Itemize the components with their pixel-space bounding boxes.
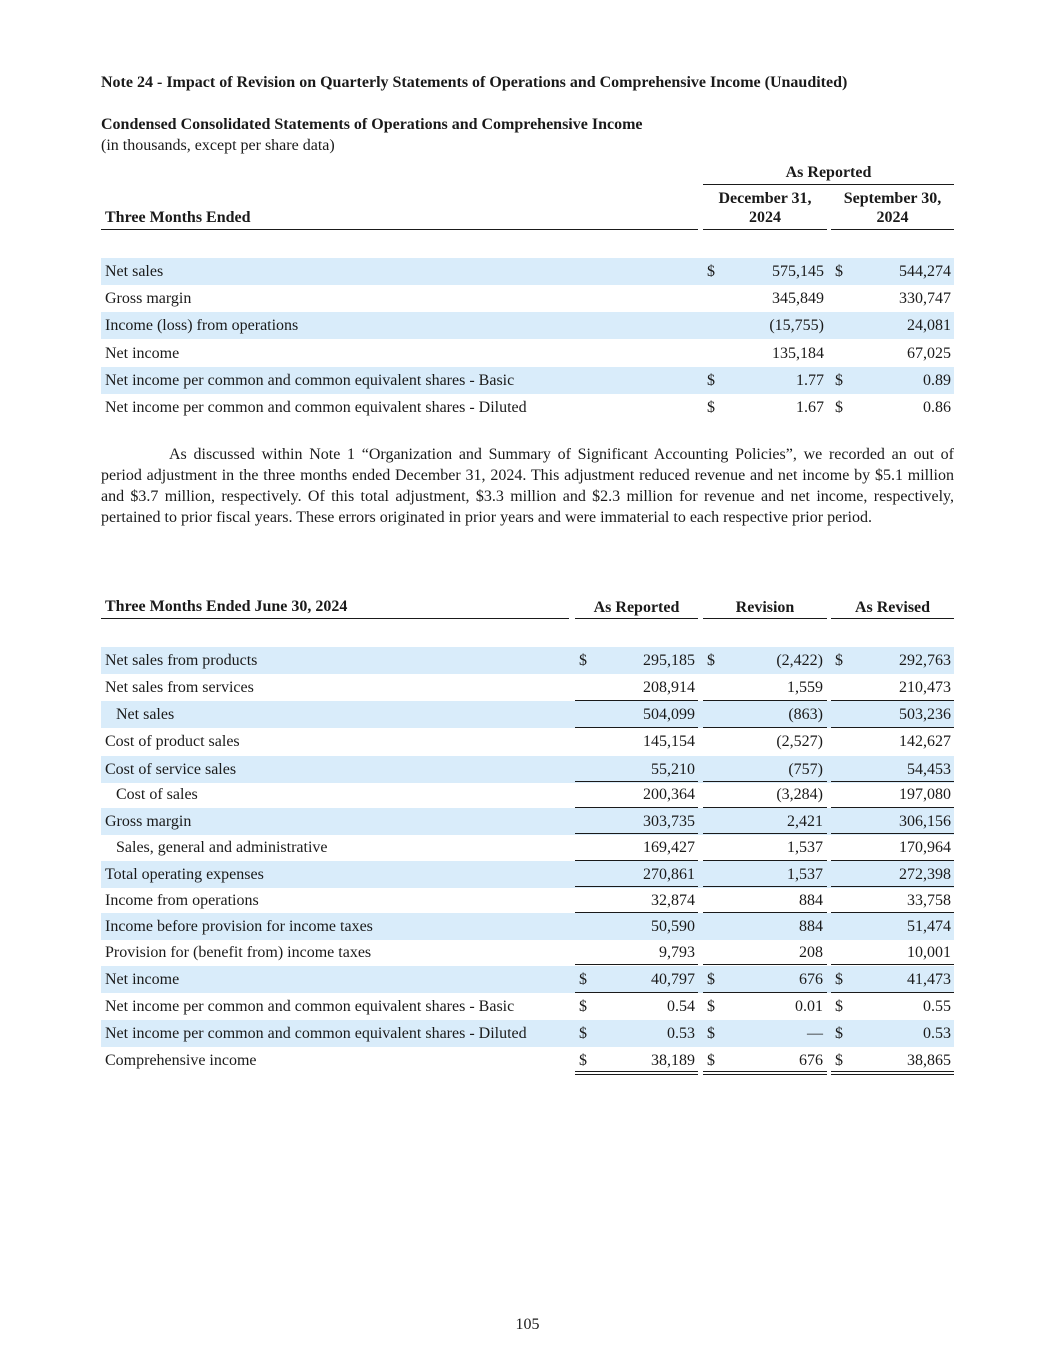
currency-symbol	[835, 939, 849, 966]
currency-symbol: $	[835, 263, 843, 280]
value-dec-31-2024: 1.77	[796, 372, 824, 389]
value-revision: 884	[799, 892, 823, 909]
value-revision: 676	[799, 1052, 823, 1069]
currency-symbol	[835, 312, 849, 339]
value-revision: 0.01	[795, 998, 823, 1015]
table2-row	[101, 808, 954, 835]
table1-period-label: Three Months Ended	[105, 209, 251, 226]
note-title: Note 24 - Impact of Revision on Quarterly Statements of Operations and Comprehensive Income (Unaudited)	[101, 74, 848, 91]
subtotal-rule	[831, 807, 954, 808]
value-dec-31-2024: 135,184	[772, 345, 824, 362]
row-label: Income (loss) from operations	[105, 317, 299, 334]
currency-symbol	[707, 887, 721, 914]
value-as-reported: 50,590	[651, 918, 695, 935]
value-as-reported: 55,210	[651, 761, 695, 778]
row-label: Net sales from services	[105, 679, 254, 696]
currency-symbol	[835, 285, 849, 312]
table1-row	[101, 394, 954, 421]
value-as-reported: 0.53	[667, 1025, 695, 1042]
table2-row	[101, 756, 954, 783]
value-dec-31-2024: 1.67	[796, 399, 824, 416]
value-sep-30-2024: 544,274	[899, 263, 951, 280]
subtotal-rule	[703, 833, 827, 834]
subtotal-rule	[831, 964, 954, 965]
currency-symbol: $	[579, 1025, 587, 1042]
value-revision: 1,537	[787, 866, 823, 883]
subtotal-rule	[703, 992, 827, 993]
currency-symbol	[579, 701, 593, 728]
currency-symbol	[835, 861, 849, 888]
table2-row	[101, 913, 954, 940]
value-as-reported: 270,861	[643, 866, 695, 883]
table1-subtitle: (in thousands, except per share data)	[101, 137, 335, 154]
value-revision: 884	[799, 918, 823, 935]
table2-row	[101, 701, 954, 728]
row-label: Sales, general and administrative	[116, 839, 328, 856]
value-revision: 2,421	[787, 813, 823, 830]
currency-symbol	[835, 887, 849, 914]
currency-symbol	[707, 913, 721, 940]
value-as-reported: 145,154	[643, 733, 695, 750]
value-dec-31-2024: (15,755)	[769, 317, 824, 334]
currency-symbol: $	[835, 652, 843, 669]
row-label: Income from operations	[105, 892, 259, 909]
subtotal-rule	[575, 833, 698, 834]
value-sep-30-2024: 67,025	[907, 345, 951, 362]
value-revision: (2,527)	[776, 733, 823, 750]
value-as-revised: 292,763	[899, 652, 951, 669]
currency-symbol	[835, 781, 849, 808]
currency-symbol	[707, 312, 721, 339]
value-as-reported: 303,735	[643, 813, 695, 830]
table2-row	[101, 647, 954, 674]
currency-symbol: $	[707, 1052, 715, 1069]
table2-row	[101, 674, 954, 701]
value-revision: (2,422)	[776, 652, 823, 669]
currency-symbol	[579, 674, 593, 701]
row-label: Net sales from products	[105, 652, 258, 669]
total-double-rule	[703, 1071, 827, 1075]
table2-header-rule	[703, 618, 827, 619]
currency-symbol	[835, 808, 849, 835]
currency-symbol: $	[579, 998, 587, 1015]
row-label: Total operating expenses	[105, 866, 264, 883]
value-as-revised: 170,964	[899, 839, 951, 856]
table2-col3-header: As Revised	[854, 599, 931, 616]
value-as-revised: 197,080	[899, 786, 951, 803]
value-as-revised: 10,001	[907, 944, 951, 961]
currency-symbol	[579, 834, 593, 861]
table1-group-header: As Reported	[785, 164, 872, 181]
value-as-revised: 503,236	[899, 706, 951, 723]
value-as-reported: 169,427	[643, 839, 695, 856]
currency-symbol	[579, 808, 593, 835]
value-as-reported: 38,189	[651, 1052, 695, 1069]
currency-symbol: $	[579, 971, 587, 988]
value-revision: 1,559	[787, 679, 823, 696]
value-as-reported: 9,793	[659, 944, 695, 961]
subtotal-rule	[831, 860, 954, 861]
currency-symbol	[707, 285, 721, 312]
value-as-reported: 32,874	[651, 892, 695, 909]
currency-symbol: $	[707, 372, 715, 389]
row-label: Gross margin	[105, 290, 192, 307]
currency-symbol	[707, 808, 721, 835]
currency-symbol: $	[579, 1052, 587, 1069]
value-as-revised: 54,453	[907, 761, 951, 778]
value-as-revised: 272,398	[899, 866, 951, 883]
currency-symbol: $	[835, 971, 843, 988]
value-revision: (757)	[788, 761, 823, 778]
value-as-revised: 41,473	[907, 971, 951, 988]
table2-period-label: Three Months Ended June 30, 2024	[105, 598, 348, 615]
value-as-revised: 51,474	[907, 918, 951, 935]
subtotal-rule	[703, 964, 827, 965]
row-label: Net income per common and common equivalent shares - Basic	[105, 372, 515, 389]
table2-row	[101, 728, 954, 755]
row-label: Cost of service sales	[105, 761, 237, 778]
currency-symbol	[579, 887, 593, 914]
row-label: Net income per common and common equivalent shares - Diluted	[105, 1025, 527, 1042]
value-as-revised: 0.55	[923, 998, 951, 1015]
table2-row	[101, 966, 954, 993]
row-label: Cost of sales	[116, 786, 198, 803]
subtotal-rule	[703, 886, 827, 887]
subtotal-rule	[831, 912, 954, 913]
value-sep-30-2024: 0.89	[923, 372, 951, 389]
total-double-rule	[575, 1071, 698, 1075]
row-label: Provision for (benefit from) income taxes	[105, 944, 372, 961]
currency-symbol	[707, 939, 721, 966]
currency-symbol	[707, 701, 721, 728]
subtotal-rule	[575, 886, 698, 887]
table2-header-rule	[575, 618, 698, 619]
subtotal-rule	[831, 886, 954, 887]
subtotal-rule	[831, 781, 954, 782]
subtotal-rule	[703, 781, 827, 782]
value-revision: 1,537	[787, 839, 823, 856]
currency-symbol	[707, 834, 721, 861]
table1-header-rule	[101, 229, 698, 230]
subtotal-rule	[703, 912, 827, 913]
currency-symbol	[707, 861, 721, 888]
value-as-reported: 40,797	[651, 971, 695, 988]
value-sep-30-2024: 24,081	[907, 317, 951, 334]
table2-row	[101, 993, 954, 1020]
value-as-revised: 38,865	[907, 1052, 951, 1069]
table1-header-rule	[831, 229, 954, 230]
subtotal-rule	[575, 781, 698, 782]
currency-symbol	[835, 756, 849, 783]
row-label: Net sales	[105, 263, 164, 280]
currency-symbol: $	[835, 1025, 843, 1042]
currency-symbol: $	[707, 399, 715, 416]
value-as-revised: 142,627	[899, 733, 951, 750]
row-label: Income before provision for income taxes	[105, 918, 373, 935]
currency-symbol: $	[707, 971, 715, 988]
table1-row	[101, 258, 954, 285]
table1-title: Condensed Consolidated Statements of Operations and Comprehensive Income	[101, 116, 643, 133]
currency-symbol	[579, 939, 593, 966]
currency-symbol	[835, 701, 849, 728]
value-dec-31-2024: 345,849	[772, 290, 824, 307]
currency-symbol	[579, 861, 593, 888]
currency-symbol	[707, 674, 721, 701]
row-label: Net income	[105, 971, 180, 988]
value-revision: 676	[799, 971, 823, 988]
subtotal-rule	[703, 860, 827, 861]
table1-group-rule	[703, 184, 954, 185]
page-number: 105	[515, 1316, 540, 1333]
explanatory-paragraph: As discussed within Note 1 “Organization and Summary of Significant Accounting Policies”, we recorded an out of period adjustment in the three months ended December 31, 2024. This adjustment reduced revenue and net income by $5.1 million and $3.7 million, respectively. Of this total adjustment, $3.3 million and $2.3 million for revenue and net income, respectively, pertained to prior fiscal years. These errors originated in prior years and were immaterial to each respective prior period.	[101, 446, 954, 526]
value-as-reported: 200,364	[643, 786, 695, 803]
currency-symbol	[579, 913, 593, 940]
currency-symbol: $	[835, 998, 843, 1015]
value-revision: (863)	[788, 706, 823, 723]
currency-symbol	[835, 674, 849, 701]
row-label: Net income per common and common equivalent shares - Diluted	[105, 399, 527, 416]
table1-row	[101, 367, 954, 394]
currency-symbol	[707, 728, 721, 755]
currency-symbol	[579, 781, 593, 808]
table2-header-rule	[831, 618, 954, 619]
currency-symbol	[835, 728, 849, 755]
row-label: Cost of product sales	[105, 733, 240, 750]
table1-row	[101, 312, 954, 339]
value-sep-30-2024: 0.86	[923, 399, 951, 416]
subtotal-rule	[575, 964, 698, 965]
currency-symbol	[707, 340, 721, 367]
currency-symbol: $	[707, 998, 715, 1015]
currency-symbol: $	[707, 1025, 715, 1042]
table2-col1-header: As Reported	[593, 599, 680, 616]
table1-col2-header: September 30, 2024	[843, 190, 942, 226]
row-label: Gross margin	[105, 813, 192, 830]
table1-row	[101, 285, 954, 312]
table2-header-rule	[101, 618, 569, 619]
table2-row	[101, 939, 954, 966]
value-as-revised: 306,156	[899, 813, 951, 830]
subtotal-rule	[703, 807, 827, 808]
currency-symbol	[835, 834, 849, 861]
subtotal-rule	[703, 727, 827, 728]
subtotal-rule	[575, 992, 698, 993]
value-revision: —	[807, 1025, 823, 1042]
table2-row	[101, 887, 954, 914]
subtotal-rule	[575, 912, 698, 913]
table2-row	[101, 1020, 954, 1047]
row-label: Comprehensive income	[105, 1052, 257, 1069]
value-as-revised: 0.53	[923, 1025, 951, 1042]
currency-symbol: $	[707, 263, 715, 280]
subtotal-rule	[831, 727, 954, 728]
value-dec-31-2024: 575,145	[772, 263, 824, 280]
currency-symbol	[579, 728, 593, 755]
table2-row	[101, 1047, 954, 1074]
table1-row	[101, 340, 954, 367]
table2-row	[101, 834, 954, 861]
row-label: Net sales	[116, 706, 175, 723]
currency-symbol	[707, 781, 721, 808]
currency-symbol: $	[835, 399, 843, 416]
table1-header-rule	[703, 229, 827, 230]
value-revision: (3,284)	[776, 786, 823, 803]
value-revision: 208	[799, 944, 823, 961]
subtotal-rule	[831, 700, 954, 701]
value-as-revised: 33,758	[907, 892, 951, 909]
subtotal-rule	[703, 700, 827, 701]
value-as-revised: 210,473	[899, 679, 951, 696]
value-as-reported: 208,914	[643, 679, 695, 696]
value-as-reported: 0.54	[667, 998, 695, 1015]
currency-symbol: $	[707, 652, 715, 669]
table2-row	[101, 861, 954, 888]
currency-symbol	[835, 913, 849, 940]
currency-symbol	[835, 340, 849, 367]
currency-symbol	[707, 756, 721, 783]
currency-symbol: $	[835, 1052, 843, 1069]
subtotal-rule	[831, 833, 954, 834]
subtotal-rule	[575, 700, 698, 701]
total-double-rule	[831, 1071, 954, 1075]
row-label: Net income	[105, 345, 180, 362]
table2-row	[101, 781, 954, 808]
subtotal-rule	[575, 860, 698, 861]
currency-symbol	[579, 756, 593, 783]
value-sep-30-2024: 330,747	[899, 290, 951, 307]
subtotal-rule	[575, 807, 698, 808]
table1-col1-header: December 31, 2024	[718, 190, 812, 226]
currency-symbol: $	[579, 652, 587, 669]
row-label: Net income per common and common equivalent shares - Basic	[105, 998, 515, 1015]
value-as-reported: 504,099	[643, 706, 695, 723]
subtotal-rule	[575, 727, 698, 728]
value-as-reported: 295,185	[643, 652, 695, 669]
table2-col2-header: Revision	[735, 599, 795, 616]
subtotal-rule	[831, 992, 954, 993]
currency-symbol: $	[835, 372, 843, 389]
